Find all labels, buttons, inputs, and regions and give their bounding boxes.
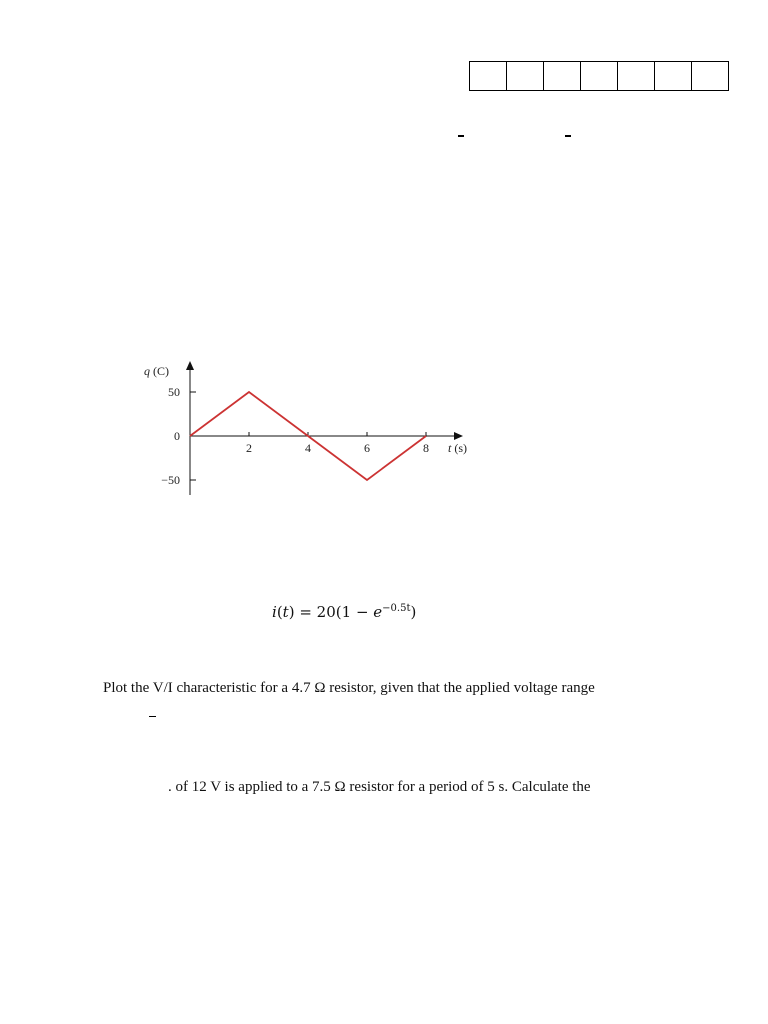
student-id-boxes xyxy=(469,61,728,91)
dash-mark xyxy=(458,135,464,137)
y-tick-label: −50 xyxy=(161,473,180,487)
dash-mark xyxy=(149,716,156,717)
x-tick-label: 8 xyxy=(423,441,429,455)
resistor-question: . of 12 V is applied to a 7.5 Ω resistor for a period of 5 s. Calculate the xyxy=(168,779,591,795)
eq-coefficient: 20 xyxy=(316,603,336,621)
id-box[interactable] xyxy=(469,61,507,91)
eq-function: i xyxy=(272,603,277,621)
y-tick-label: 0 xyxy=(174,429,180,443)
current-equation: $i(t) = 20(1 - e^{-0.5t})$ xyxy=(272,603,417,621)
eq-exponent: −0.5t xyxy=(382,603,411,614)
id-box[interactable] xyxy=(617,61,655,91)
eq-base: e xyxy=(373,603,383,621)
id-box[interactable] xyxy=(580,61,618,91)
charge-time-graph xyxy=(130,355,490,505)
id-box[interactable] xyxy=(543,61,581,91)
y-axis xyxy=(186,361,194,495)
dash-mark xyxy=(565,135,571,137)
x-tick-label: 6 xyxy=(364,441,370,455)
eq-variable: t xyxy=(282,603,289,621)
id-box[interactable] xyxy=(506,61,544,91)
y-tick-label: 50 xyxy=(168,385,180,399)
vi-plot-question: Plot the V/I characteristic for a 4.7 Ω resistor, given that the applied voltage range xyxy=(103,680,595,696)
x-tick-label: 4 xyxy=(305,441,311,455)
x-axis-label: t (s) xyxy=(448,441,468,455)
y-axis-label: q (C) xyxy=(144,364,169,378)
id-box[interactable] xyxy=(691,61,729,91)
id-box[interactable] xyxy=(654,61,692,91)
eq-one: 1 xyxy=(341,603,352,621)
x-tick-label: 2 xyxy=(246,441,252,455)
